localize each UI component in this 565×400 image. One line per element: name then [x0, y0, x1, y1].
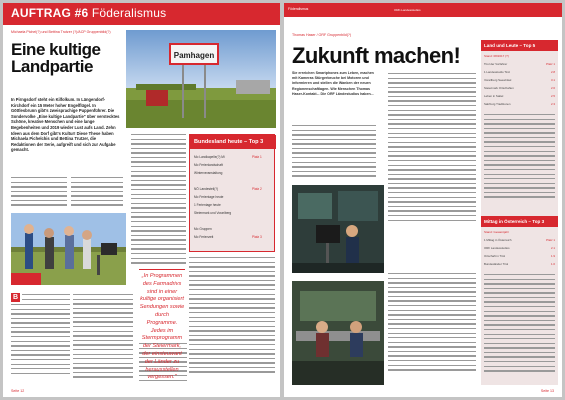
- photo-people-image: [11, 213, 126, 285]
- article-lead: In Pirngsdorf steht ein Kilfolkum. In Längendorf-Kirchdorf ein 15 Meter hoher Engelflügel. In Göttlesbrunn gibt's zweisprachige Puppenführer. Die Sondervolke „Eine kultige Landpartie" über verstecktes Schöne, kreative Menschen und eine lange Begebenheiten und 2019 wieder Lust aufs Land. Zehn Ideen aus dem Dorf gibt's Kultur! Diese These haben Michaela Pichelchis und Bettina Trutzer, die Redaktionen der Serie, aufgreift und sich zur Aufgabe gemacht.: [11, 97, 120, 153]
- sidebar-row-value: 2.3: [550, 102, 555, 106]
- left-page: [3, 3, 280, 397]
- top3-row-value: Platz 1: [252, 155, 262, 159]
- body-column-2a: [11, 304, 70, 377]
- right-top-strip: [284, 3, 562, 17]
- sidebar-row: [484, 262, 555, 266]
- sidebar-row: [484, 238, 555, 242]
- body-right-col-2: [388, 73, 476, 224]
- body-right-col-1: [292, 125, 376, 180]
- sidebar-row-value: 1.9: [550, 254, 555, 258]
- top3-row: Mo Ferienzeit: [194, 235, 214, 239]
- top3-box: [189, 134, 275, 252]
- photo-studio-desk-image: [292, 281, 384, 385]
- sidebar-row-label: Bundesländer Tirol: [484, 262, 509, 266]
- top3-row: Steiermark und Vorarlberg: [194, 211, 232, 215]
- sidebar-row-value: 2.1: [550, 246, 555, 250]
- top3-row: Winterveranstaltung: [194, 171, 223, 175]
- top3-row-value: Platz 3: [252, 235, 262, 239]
- town-sign-text: Pamhagen: [173, 51, 215, 60]
- photo-studio-camera: [292, 185, 384, 273]
- photo-people-field: [11, 213, 126, 285]
- sidebar-row: [484, 70, 555, 74]
- sidebar-fill-2: [484, 274, 555, 375]
- top3-row: Mo Ferientage heute: [194, 195, 224, 199]
- sidebar-row: [484, 78, 555, 82]
- sidebar-row-value: Platz 1: [546, 238, 555, 242]
- article-headline-right: Zukunft machen!: [292, 43, 461, 68]
- sidebar-sub-2: Stand: Gesamtjahr: [484, 230, 510, 234]
- sidebar-row-value: 3.1: [550, 78, 555, 82]
- sidebar-row: [484, 246, 555, 250]
- section-number: AUFTRAG #6: [11, 6, 89, 20]
- body-column-1a: [11, 177, 67, 209]
- section-name: Föderalismus: [91, 6, 167, 20]
- sidebar-row: [484, 102, 555, 106]
- sidebar-row-label: Salzburg Traditionen: [484, 102, 511, 106]
- quote-rule-top: [139, 269, 185, 270]
- body-column-2b: [73, 294, 133, 381]
- article-lead-right: Sie erreichen Smartphones zum Leben, machen mit Kameras Stürgerbeuche bei Motoren und informieren und stellen die Wanken der neuen Regionenschaftlagen. Wie Menschen Thomas Haser-Kontakt... Die ORF Ländestudios haben...: [292, 71, 374, 96]
- byline: Michaela Pichel(?) und Bettina Trutzer (?)/ACP Gruppenbild(?): [11, 30, 111, 34]
- right-page: [284, 3, 562, 397]
- right-strip-subtitle: ORF-Landesstudios: [394, 8, 421, 12]
- top3-row-value: Platz 2: [252, 187, 262, 191]
- sidebar-row-value: 2.8: [550, 70, 555, 74]
- sidebar-head-1: Land und Leute – Top 5: [481, 40, 558, 51]
- sidebar-row-label: Vorarlberg Seewinkel: [484, 78, 512, 82]
- top3-box-title: Bundesland heute – Top 3: [190, 135, 276, 149]
- sidebar-row-value: Platz 1: [546, 62, 555, 66]
- byline-right: Thomas Haser / ORF Gruppenbild(?): [292, 33, 352, 37]
- page-number-left: Seite 12: [11, 389, 25, 393]
- sidebar-row-value: 1.6: [550, 262, 555, 266]
- sidebar-row-label: Ortschaft in Tirol: [484, 254, 506, 258]
- sidebar-row-label: 1 Landesstudio Tirol: [484, 70, 510, 74]
- drop-cap: B: [12, 294, 19, 301]
- top3-row: Mo Landkapelle(?) Mi: [194, 155, 225, 159]
- sidebar-fill-1: [484, 114, 555, 201]
- top3-row: NÖ Landesteil(?): [194, 187, 219, 191]
- sidebar-row-label: Leben in Sattel: [484, 94, 504, 98]
- sidebar-row: [484, 86, 555, 90]
- top3-row: 1 Ferientage heute: [194, 203, 221, 207]
- ratings-sidebar: [481, 40, 558, 385]
- sidebar-head-2: Mittag in Österreich – Top 3: [481, 216, 558, 227]
- photo-studio-desk: [292, 281, 384, 385]
- sidebar-row-label: ORF Landesstudios: [484, 246, 510, 250]
- sidebar-row-value: 2.5: [550, 94, 555, 98]
- pull-quote: „In Programmen des Farmadrivs sind in einer kultige organisiert Sendungen sowie durch Programme. Jedes im Stermprogramm der Steiermark, der einsteuwant der Länder zu herausstellen vergessen.": [139, 273, 185, 381]
- page-number-right: Seite 13: [540, 389, 554, 393]
- section-title: [11, 6, 166, 20]
- sidebar-sub-1: Stand: 08/2017 (?): [484, 54, 509, 58]
- sidebar-row-label: 1 Mittag in Österreich: [484, 238, 512, 242]
- top3-row: Mo Ferienlandschaft: [194, 163, 223, 167]
- photo-town-sign-image: [126, 30, 276, 128]
- photo-studio-camera-image: [292, 185, 384, 273]
- sidebar-row-label: Tirol der Vorfahrer: [484, 62, 508, 66]
- body-column-3: [131, 134, 186, 267]
- photo-town-sign: [126, 30, 276, 128]
- article-headline: Eine kultige Landpartie: [11, 40, 101, 76]
- sidebar-row-value: 2.6: [550, 86, 555, 90]
- body-column-2a-start: [22, 294, 70, 303]
- body-column-1b: [71, 177, 123, 209]
- sidebar-row: [484, 62, 555, 66]
- body-column-4: [189, 257, 275, 376]
- sidebar-row-label: Steiermark Ortschaften: [484, 86, 514, 90]
- sidebar-row: [484, 94, 555, 98]
- body-right-col-2b: [388, 273, 476, 374]
- right-strip-title: Föderalismus: [288, 7, 309, 11]
- top3-row: Mo Gruppen: [194, 227, 212, 231]
- section-header: [3, 3, 280, 25]
- sidebar-row: [484, 254, 555, 258]
